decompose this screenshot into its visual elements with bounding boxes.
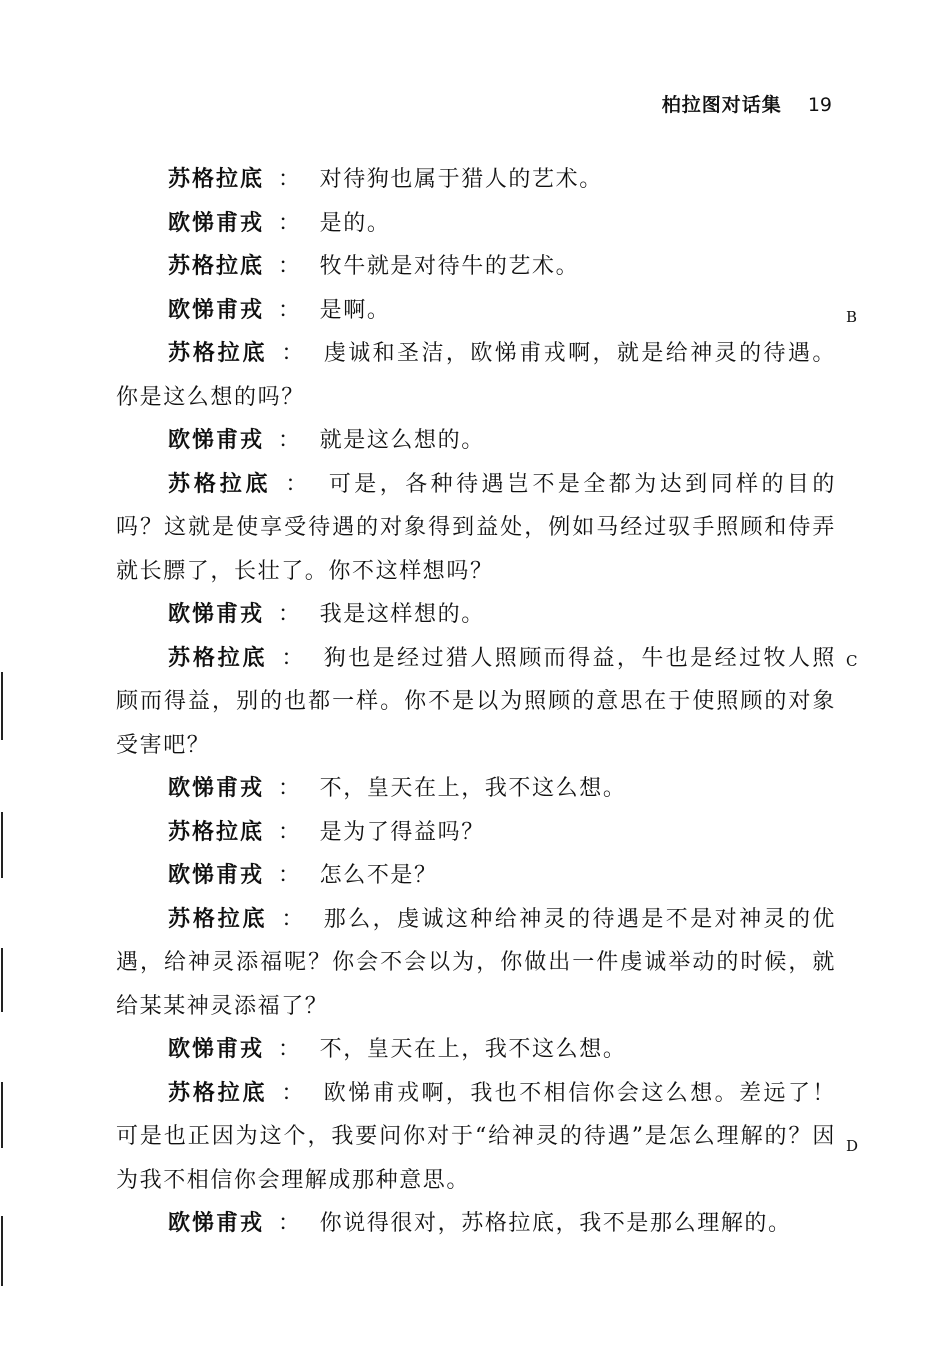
speaker-name: 苏格拉底: [168, 645, 268, 671]
dialogue-paragraph: [116, 898, 836, 1029]
speaker-name: 欧悌甫戎: [168, 428, 265, 453]
colon: ：: [285, 471, 311, 497]
dialogue-paragraph: [116, 245, 836, 289]
dialogue-paragraph: [116, 767, 836, 811]
speech-text: 就是这么想的。: [319, 428, 485, 453]
colon: ：: [281, 1080, 306, 1106]
dialogue-body: [116, 158, 836, 1246]
colon: ：: [278, 210, 302, 236]
dialogue-paragraph: [116, 158, 836, 202]
speech-text: 你说得很对，苏格拉底，我不是那么理解的。: [319, 1211, 792, 1236]
speech-text: 那么，虔诚这种给神灵的待遇是不是对神灵的优遇，给神灵添福呢？你会不会以为，你做出一件虔诚举动的时候，就给某某神灵添福了？: [116, 906, 836, 1019]
stephanus-marker-d: D: [846, 1137, 859, 1155]
speech-text: 我是这样想的。: [319, 602, 485, 627]
running-header: [662, 90, 832, 117]
dialogue-paragraph: [116, 1028, 836, 1072]
stephanus-marker-b: B: [846, 308, 858, 326]
dialogue-paragraph: [116, 811, 836, 855]
speech-text: 狗也是经过猎人照顾而得益，牛也是经过牧人照顾而得益，别的也都一样。你不是以为照顾的意思在于使照顾的对象受害吧？: [116, 645, 836, 758]
scan-edge-line: [1, 1216, 3, 1286]
dialogue-paragraph: [116, 202, 836, 246]
header-title: 柏拉图对话集: [661, 94, 782, 116]
speaker-name: 苏格拉底: [168, 167, 265, 192]
colon: ：: [278, 167, 302, 192]
dialogue-paragraph: [116, 463, 836, 594]
speaker-name: 苏格拉底: [168, 254, 265, 279]
colon: ：: [278, 428, 302, 453]
dialogue-paragraph: [116, 1202, 836, 1246]
speech-text: 不，皇天在上，我不这么想。: [319, 1037, 627, 1062]
colon: ：: [278, 254, 302, 279]
speech-text: 虔诚和圣洁，欧悌甫戎啊，就是给神灵的待遇。你是这么想的吗？: [116, 341, 836, 410]
speaker-name: 欧悌甫戎: [168, 210, 265, 236]
speaker-name: 苏格拉底: [168, 341, 268, 366]
colon: ：: [281, 645, 306, 671]
dialogue-paragraph: [116, 637, 836, 768]
scan-edge-line: [1, 672, 3, 740]
dialogue-paragraph: [116, 332, 836, 419]
speech-text: 可是，各种待遇岂不是全都为达到同样的目的吗？这就是使享受待遇的对象得到益处，例如马经过驭手照顾和侍弄就长膘了，长壮了。你不这样想吗？: [116, 471, 836, 584]
page-number: 19: [807, 94, 832, 116]
speaker-name: 苏格拉底: [168, 819, 265, 845]
speaker-name: 欧悌甫戎: [168, 1037, 265, 1062]
speech-text: 是为了得益吗？: [319, 819, 485, 845]
colon: ：: [278, 776, 302, 801]
speaker-name: 欧悌甫戎: [168, 1211, 265, 1236]
scan-edge-line: [1, 1082, 3, 1148]
speaker-name: 欧悌甫戎: [168, 602, 265, 627]
speaker-name: 苏格拉底: [168, 471, 272, 497]
speech-text: 是啊。: [319, 297, 391, 323]
scan-edge-line: [1, 948, 3, 1012]
colon: ：: [278, 602, 302, 627]
colon: ：: [281, 341, 306, 366]
dialogue-paragraph: [116, 854, 836, 898]
speech-text: 牧牛就是对待牛的艺术。: [319, 254, 580, 279]
scan-edge-line: [1, 812, 3, 878]
colon: ：: [278, 297, 302, 323]
dialogue-paragraph: [116, 419, 836, 463]
colon: ：: [278, 1211, 302, 1236]
speaker-name: 欧悌甫戎: [168, 776, 265, 801]
speech-text: 怎么不是？: [319, 863, 438, 888]
speaker-name: 苏格拉底: [168, 906, 268, 932]
dialogue-paragraph: [116, 593, 836, 637]
speaker-name: 苏格拉底: [168, 1080, 268, 1106]
colon: ：: [278, 863, 302, 888]
colon: ：: [278, 819, 302, 845]
speech-text: 是的。: [319, 210, 391, 236]
dialogue-paragraph: [116, 1072, 836, 1203]
speech-text: 不，皇天在上，我不这么想。: [319, 776, 627, 801]
speaker-name: 欧悌甫戎: [168, 863, 265, 888]
speaker-name: 欧悌甫戎: [168, 297, 265, 323]
stephanus-marker-c: C: [846, 652, 858, 670]
colon: ：: [278, 1037, 302, 1062]
colon: ：: [281, 906, 306, 932]
speech-text: 对待狗也属于猎人的艺术。: [319, 167, 603, 192]
dialogue-paragraph: [116, 289, 836, 333]
speech-text: 欧悌甫戎啊，我也不相信你会这么想。差远了！可是也正因为这个，我要问你对于“给神灵的待遇”是怎么理解的？因为我不相信你会理解成那种意思。: [116, 1080, 836, 1193]
